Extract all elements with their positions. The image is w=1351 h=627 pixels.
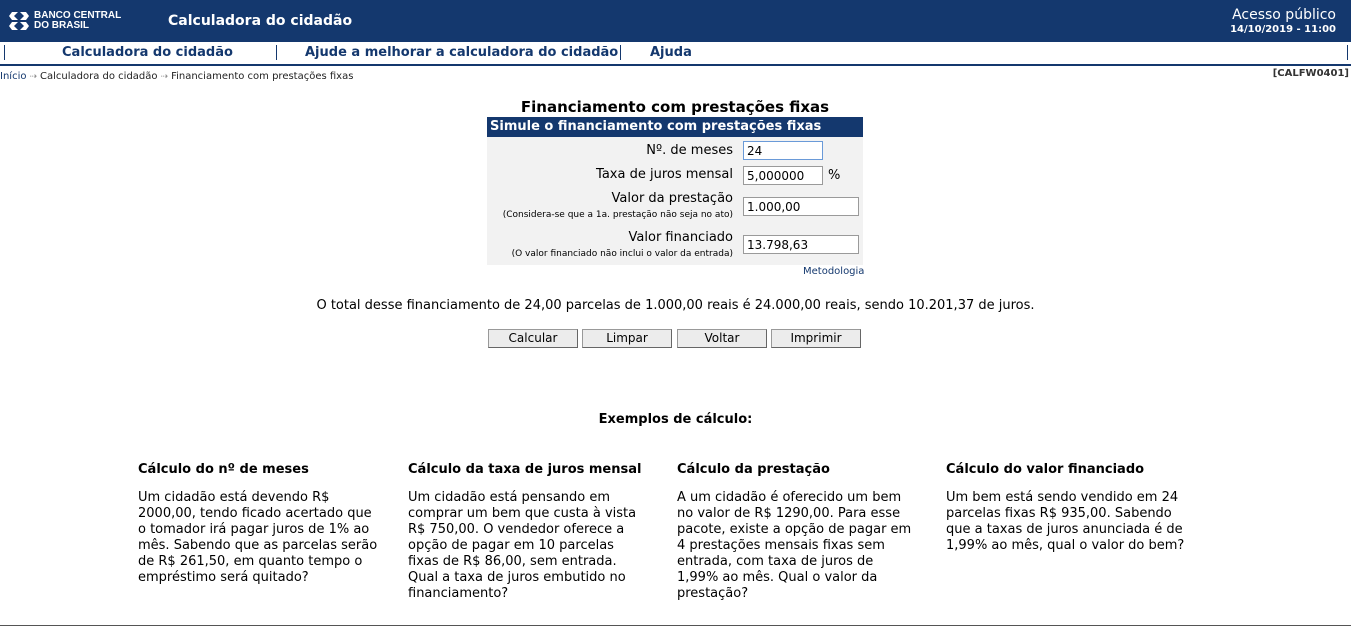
- payment-note: (Considera-se que a 1a. prestação não seja no ato): [502, 210, 733, 220]
- calcular-button[interactable]: Calcular: [488, 329, 578, 348]
- payment-label: Valor da prestação: [611, 191, 733, 206]
- example-title: Cálculo da taxa de juros mensal: [408, 462, 642, 477]
- main-nav: [0, 42, 1351, 66]
- nav-separator: [1347, 45, 1348, 60]
- months-input[interactable]: [743, 141, 823, 160]
- app-title: Calculadora do cidadão: [168, 13, 353, 29]
- imprimir-button[interactable]: Imprimir: [771, 329, 861, 348]
- logo-line1: BANCO CENTRAL: [34, 10, 122, 21]
- example-rate: [408, 462, 648, 602]
- financed-note: (O valor financiado não inclui o valor da entrada): [511, 249, 733, 259]
- page-code: [CALFW0401]: [1272, 68, 1349, 79]
- example-text: Um bem está sendo vendido em 24 parcelas fixas R$ 935,00. Sabendo que a taxas de juros anunciada é de 1,99% ao mês, qual o valor do bem?: [946, 490, 1185, 553]
- breadcrumb-arrow-icon: ⇢: [160, 72, 169, 82]
- financed-input[interactable]: [743, 235, 859, 254]
- example-text: Um cidadão está devendo R$ 2000,00, tendo ficado acertado que o tomador irá pagar juros de 1% ao mês. Sabendo que as parcelas serão de R$ 261,50, em quanto tempo o empréstimo será quitado?: [138, 490, 378, 585]
- rate-label: Taxa de juros mensal: [596, 167, 733, 182]
- breadcrumb: [0, 71, 353, 82]
- breadcrumb-arrow-icon: ⇢: [29, 72, 38, 82]
- bank-logo[interactable]: [8, 9, 121, 33]
- example-months: [138, 462, 378, 586]
- page-title: Financiamento com prestações fixas: [520, 98, 830, 116]
- datetime: 14/10/2019 - 11:00: [1230, 24, 1336, 35]
- breadcrumb-calculadora[interactable]: Calculadora do cidadão: [40, 71, 158, 82]
- logo-line2: DO BRASIL: [34, 20, 89, 31]
- breadcrumb-current: Financiamento com prestações fixas: [171, 71, 354, 82]
- payment-input[interactable]: [743, 197, 859, 216]
- example-title: Cálculo do nº de meses: [138, 462, 309, 477]
- nav-separator: [4, 45, 5, 60]
- bottom-divider: [0, 625, 1351, 626]
- breadcrumb-inicio[interactable]: Início: [0, 71, 27, 82]
- examples-title: Exemplos de cálculo:: [598, 412, 753, 427]
- rate-input[interactable]: [743, 166, 823, 185]
- example-text: Um cidadão está pensando em comprar um bem que custa à vista R$ 750,00. O vendedor oferece a opção de pagar em 10 parcelas fixas de R$ 86,00, sem entrada. Qual a taxa de juros embutido no financiamento?: [408, 490, 637, 601]
- example-financed: [946, 462, 1186, 554]
- methodology-link[interactable]: Metodologia: [803, 266, 865, 277]
- rate-unit: %: [828, 168, 841, 183]
- example-text: A um cidadão é oferecido um bem no valor de R$ 1290,00. Para esse pacote, existe a opção de pagar em 4 prestações mensais fixas sem entrada, com taxa de juros de 1,99% ao mês. Qual o valor da prestação?: [677, 490, 912, 601]
- financed-label: Valor financiado: [628, 230, 733, 245]
- example-payment: [677, 462, 917, 602]
- simulation-form: [487, 117, 863, 265]
- example-title: Cálculo da prestação: [677, 462, 830, 477]
- form-header: Simule o financiamento com prestações fixas: [487, 117, 863, 137]
- top-header: [0, 0, 1351, 42]
- bank-logo-icon: [8, 10, 30, 32]
- nav-item-ajude[interactable]: Ajude a melhorar a calculadora do cidadão: [305, 45, 619, 60]
- access-label: Acesso público: [1232, 7, 1336, 23]
- bank-logo-text: [34, 11, 121, 31]
- voltar-button[interactable]: Voltar: [677, 329, 767, 348]
- nav-item-calculadora[interactable]: Calculadora do cidadão: [62, 45, 233, 60]
- nav-separator: [620, 45, 621, 60]
- result-text: O total desse financiamento de 24,00 parcelas de 1.000,00 reais é 24.000,00 reais, sendo 10.201,37 de juros.: [316, 298, 1035, 313]
- nav-item-ajuda[interactable]: Ajuda: [650, 45, 692, 60]
- example-title: Cálculo do valor financiado: [946, 462, 1145, 477]
- months-label: Nº. de meses: [646, 143, 733, 158]
- nav-separator: [276, 45, 277, 60]
- limpar-button[interactable]: Limpar: [582, 329, 672, 348]
